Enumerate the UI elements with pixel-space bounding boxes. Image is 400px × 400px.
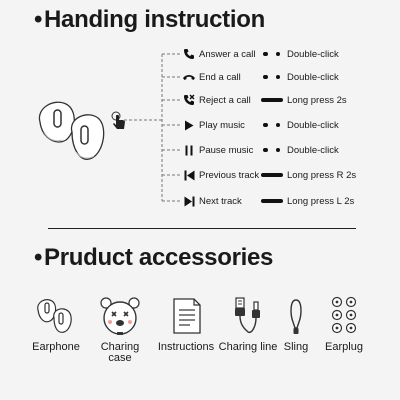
bullet: • — [34, 244, 43, 271]
instruction-action: Long press R 2s — [287, 169, 357, 181]
instruction-row-next — [182, 193, 354, 209]
instruction-label: Reject a call — [199, 94, 251, 106]
instruction-action: Double-click — [287, 48, 339, 60]
instruction-action: Double-click — [287, 71, 339, 83]
phone-answer-icon — [182, 47, 196, 61]
play-icon — [182, 118, 196, 132]
long-press-gesture — [261, 199, 289, 203]
charging-case-icon — [98, 296, 142, 336]
pause-icon — [182, 143, 196, 157]
instruction-row-answer — [182, 46, 339, 62]
earphone-icon — [34, 296, 78, 336]
instruction-action: Long press L 2s — [287, 195, 355, 207]
double-click-gesture — [261, 123, 289, 128]
section-title-accessories — [34, 244, 273, 272]
accessory-charging-case — [88, 296, 152, 364]
accessory-earphone — [24, 296, 88, 353]
title-text: Handing instruction — [44, 6, 265, 33]
title-text: Pruduct accessories — [44, 244, 274, 271]
accessory-earplug — [312, 296, 376, 353]
long-press-gesture — [261, 98, 289, 102]
instruction-label: Previous track — [199, 169, 260, 181]
instruction-label: End a call — [199, 71, 241, 83]
accessory-label: Charing case — [100, 341, 140, 364]
section-title-handling — [34, 6, 265, 34]
instruction-row-previous — [182, 167, 356, 183]
instruction-label: Next track — [199, 195, 242, 207]
accessory-label: Earphone — [32, 341, 80, 353]
instruction-row-pause — [182, 142, 339, 158]
accessory-label: Instructions — [157, 341, 215, 353]
accessory-instructions — [154, 296, 218, 353]
earbuds-illustration — [32, 96, 132, 176]
instruction-label: Pause music — [199, 144, 254, 156]
instructions-icon — [164, 296, 208, 336]
double-click-gesture — [261, 52, 289, 57]
instruction-action: Double-click — [287, 119, 339, 131]
instruction-action: Double-click — [287, 144, 339, 156]
earplug-icon — [322, 296, 366, 336]
next-track-icon — [182, 194, 196, 208]
instruction-row-reject — [182, 92, 347, 108]
bullet: • — [34, 6, 43, 33]
double-click-gesture — [261, 75, 289, 80]
accessory-label: Earplug — [325, 341, 363, 353]
instruction-row-play — [182, 117, 339, 133]
phone-end-icon — [182, 70, 196, 84]
phone-reject-icon — [182, 93, 196, 107]
instruction-row-end — [182, 69, 339, 85]
accessory-label: Sling — [283, 341, 309, 353]
instruction-label: Answer a call — [199, 48, 256, 60]
instruction-action: Long press 2s — [287, 94, 347, 106]
section-divider — [48, 228, 356, 229]
previous-track-icon — [182, 168, 196, 182]
double-click-gesture — [261, 148, 289, 153]
long-press-gesture — [261, 173, 289, 177]
accessory-label: Charing line — [218, 341, 278, 353]
instruction-label: Play music — [199, 119, 245, 131]
